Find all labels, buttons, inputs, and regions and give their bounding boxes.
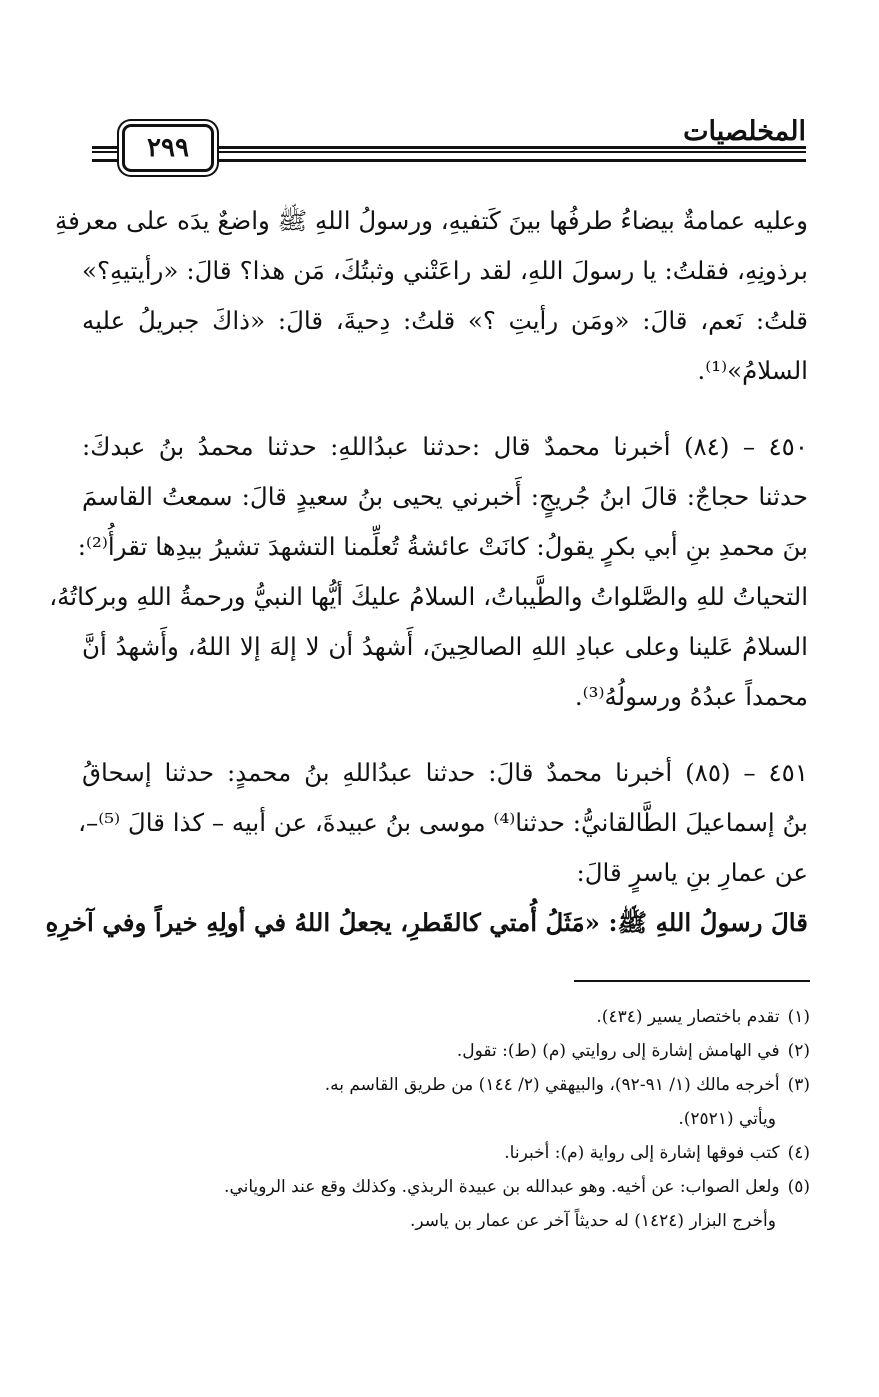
text-line: حدثنا حجاجٌ: قالَ ابنُ جُريجٍ: أَخبرني يحيى بنُ سعيدٍ قالَ: سمعتُ القاسمَ <box>82 482 809 511</box>
paragraph-4 <box>45 898 808 948</box>
hadith-text-line: قالَ رسولُ اللهِ ﷺ: «مَثَلُ أُمتي كالقَطرِ، يجعلُ اللهُ في أولِهِ خيراً وفي آخرِهِ <box>45 908 808 937</box>
footnote-4: (٤)كتب فوقها إشارة إلى رواية (م): أخبرنا. <box>504 1143 810 1163</box>
text-line: ٤٥١ – (٨٥) أخبرنا محمدٌ قالَ: حدثنا عبدُاللهِ بنُ محمدٍ: حدثنا إسحاقُ <box>82 758 808 787</box>
running-header <box>92 108 806 178</box>
text-line: السلامُ عَلينا وعلى عبادِ اللهِ الصالحِينَ، أَشهدُ أن لا إلهَ إلا اللهُ، وأَشهدُ أنَّ <box>82 632 808 661</box>
book-title: المخلصيات <box>683 116 806 147</box>
footnote-2: (٢)في الهامش إشارة إلى روايتي (م) (ط): تقول. <box>456 1041 810 1061</box>
text-line: ٤٥٠ – (٨٤) أخبرنا محمدٌ قال :حدثنا عبدُاللهِ: حدثنا محمدُ بنُ عبدكَ: <box>82 432 808 461</box>
text-line: وعليه عمامةٌ بيضاءُ طرفُها بينَ كَتفيهِ، ورسولُ اللهِ ﷺ واضعٌ يدَه على معرفةِ <box>55 206 808 235</box>
page-number: ٢٩٩ <box>122 124 214 172</box>
footnote-5: (٥)ولعل الصواب: عن أخيه. وهو عبدالله بن عبيدة الربذي. وكذلك وقع عند الروياني. <box>224 1177 810 1197</box>
text-line: التحياتُ للهِ والصَّلواتُ والطَّيباتُ، السلامُ عليكَ أيُّها النبيُّ ورحمةُ اللهِ وبركاتُهُ، <box>49 582 808 611</box>
main-text <box>45 196 809 948</box>
footnotes <box>70 1000 810 1238</box>
text-line: السلامُ»⁽¹⁾. <box>697 356 808 385</box>
footnote-3: (٣)أخرجه مالك (١/ ٩١-٩٢)، والبيهقي (٢/ ١٤٤) من طريق القاسم به. <box>324 1075 810 1095</box>
text-line: بنَ محمدِ بنِ أبي بكرٍ يقولُ: كانَتْ عائشةُ تُعلِّمنا التشهدَ تشيرُ بيدِها تقرأُ⁽²⁾: <box>77 532 808 561</box>
text-line: برذونِهِ، فقلتُ: يا رسولَ اللهِ، لقد راعَتْني وثبتُكَ، مَن هذا؟ قالَ: «رأيتيهِ؟» <box>82 256 808 285</box>
footnote-rule <box>574 980 810 982</box>
paragraph-2 <box>49 422 809 722</box>
paragraph-1 <box>55 196 808 396</box>
text-line: بنُ إسماعيلَ الطَّالقانيُّ: حدثنا⁽⁴⁾ موسى بنُ عبيدةَ، عن أبيه – كذا قالَ ⁽⁵⁾–، <box>78 808 808 837</box>
footnote-1: (١)تقدم باختصار يسير (٤٣٤). <box>596 1007 810 1027</box>
text-line: قلتُ: نَعم، قالَ: «ومَن رأيتِ ؟» قلتُ: دِحيةَ، قالَ: «ذاكَ جبريلُ عليه <box>82 306 808 335</box>
text-line: عن عمارِ بنِ ياسرٍ قالَ: <box>576 858 808 887</box>
text-line: محمداً عبدُهُ ورسولُهُ⁽³⁾. <box>574 682 808 711</box>
footnote-3-cont: ويأتي (٢٥٢١). <box>678 1109 776 1129</box>
footnote-5-cont: وأخرج البزار (١٤٢٤) له حديثاً آخر عن عمار بن ياسر. <box>409 1211 776 1231</box>
paragraph-3 <box>78 748 808 898</box>
